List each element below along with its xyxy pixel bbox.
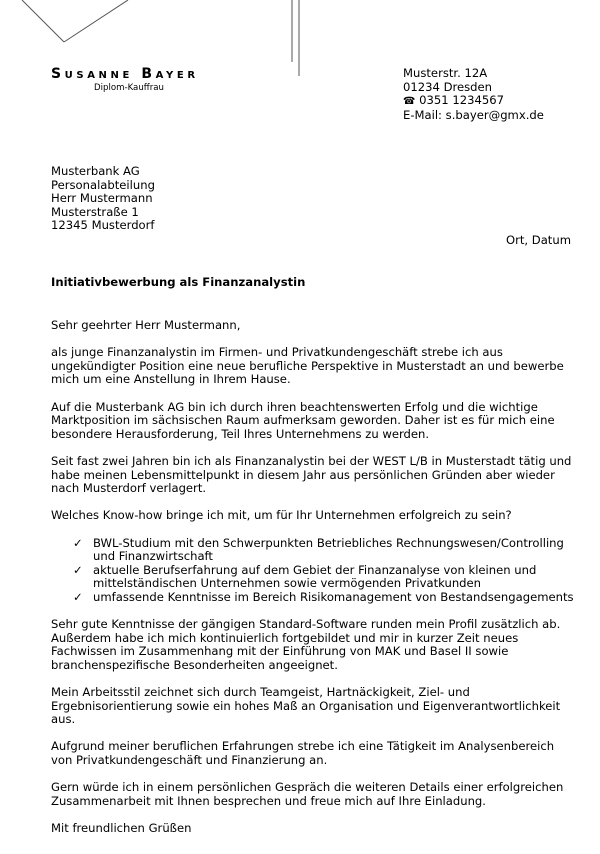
sender-address — [403, 67, 544, 122]
telephone-icon: ☎ — [403, 96, 416, 108]
signature-area — [51, 842, 211, 854]
paragraph-question: Welches Know-how bringe ich mit, um für Ihr Unternehmen erfolgreich zu sein? — [51, 508, 512, 523]
qualification-list — [51, 537, 576, 605]
recipient-street: Musterstraße 1 — [51, 204, 139, 219]
recipient-address — [51, 165, 155, 233]
sender-title: Diplom-Kauffrau — [94, 83, 164, 93]
sender-phone: 0351 1234567 — [419, 93, 504, 108]
sender-name: Susanne Bayer — [51, 66, 199, 82]
paragraph-goal: Aufgrund meiner beruflichen Erfahrungen strebe ich eine Tätigkeit im Analysenbereich von Privatkundengeschäft und Finanzierung an. — [51, 739, 555, 767]
recipient-company: Musterbank AG — [51, 164, 140, 178]
list-item: ✓ umfassende Kenntnisse im Bereich Risikomanagement von Bestandsengagements — [73, 589, 574, 604]
letter-subject: Initiativbewerbung als Finanzanalystin — [51, 275, 306, 289]
paragraph-invitation: Gern würde ich in einem persönlichen Gespräch die weiteren Details einer erfolgreichen Zusammenarbeit mit Ihnen besprechen und freue mich auf Ihre Einladung. — [51, 780, 564, 808]
paragraph-workstyle: Mein Arbeitsstil zeichnet sich durch Teamgeist, Hartnäckigkeit, Ziel- und Ergebnisorientierung sowie ein hohes Maß an Organisation und Eigenverantwortlichkeit aus. — [51, 685, 561, 727]
sender-street: Musterstr. 12A — [403, 66, 488, 80]
place-date: Ort, Datum — [505, 233, 571, 247]
list-item: ✓ BWL-Studium mit den Schwerpunkten Betriebliches Rechnungswesen/Controlling und Finanzwirtschaft — [73, 535, 564, 564]
paragraph-motivation: Auf die Musterbank AG bin ich durch ihren beachtenswerten Erfolg und die wichtige Marktposition im sächsischen Raum aufmerksam geworden. Daher ist es für mich eine besondere Herausforderung, Teil Ihres Unternehmens zu werden. — [51, 399, 555, 441]
letter-body — [51, 319, 576, 836]
sender-phone-line — [403, 94, 544, 109]
sender-email: E-Mail: s.bayer@gmx.de — [403, 107, 544, 122]
list-item: ✓ aktuelle Berufserfahrung auf dem Gebiet der Finanzanalyse von kleinen und mittelständischen Unternehmen sowie vermögenden Privatkunden — [73, 562, 537, 591]
paragraph-experience: Seit fast zwei Jahren bin ich als Finanzanalystin bei der WEST L/B in Musterstadt tätig und habe meinen Lebensmittelpunkt in diesem Jahr aus persönlichen Gründen aber wieder nach Musterdorf verlagert. — [51, 453, 572, 496]
recipient-city: 12345 Musterdorf — [51, 218, 155, 233]
closing: Mit freundlichen Grüßen — [51, 820, 192, 835]
checkmark-icon: ✓ — [73, 535, 83, 550]
recipient-department: Personalabteilung — [51, 177, 155, 192]
sender-city: 01234 Dresden — [403, 79, 493, 94]
recipient-person: Herr Mustermann — [51, 191, 153, 206]
checkmark-icon: ✓ — [73, 589, 83, 604]
salutation: Sehr geehrter Herr Mustermann, — [51, 318, 241, 332]
checkmark-icon: ✓ — [73, 562, 83, 577]
paragraph-skills: Sehr gute Kenntnisse der gängigen Standard-Software runden mein Profil zusätzlich ab. Außerdem habe ich mich kontinuierlich fortgebildet und mir in kurzer Zeit neues Fachwissen im Zusammenhang mit der Einführung von MAK und Basel II sowie branchenspezifische Besonderheiten angeeignet. — [51, 617, 561, 672]
paragraph-intro: als junge Finanzanalystin im Firmen- und Privatkundengeschäft strebe ich aus ungekündigter Position eine neue berufliche Perspektive in Musterstadt an und bewerbe mich um eine Anstellung in Ihrem Hause. — [51, 345, 564, 387]
